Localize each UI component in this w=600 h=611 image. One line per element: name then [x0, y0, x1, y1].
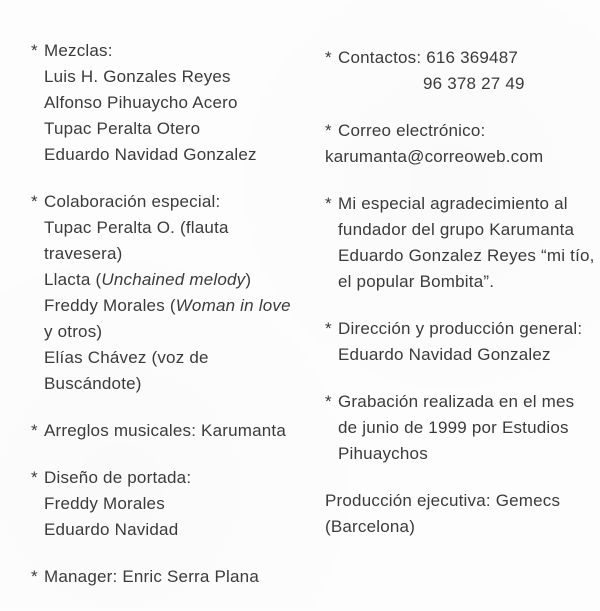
text-segment: Luis H. Gonzales Reyes: [44, 67, 231, 86]
credit-line: [338, 243, 595, 269]
italic-text-segment: Woman in love: [175, 296, 291, 315]
text-segment: y otros): [44, 322, 103, 341]
italic-text-segment: Unchained melody: [101, 270, 246, 289]
text-segment: karumanta@correoweb.com: [325, 147, 544, 166]
text-segment: Pihuaychos: [338, 444, 428, 463]
credits-column-right: [325, 45, 595, 561]
credit-line: [338, 191, 595, 217]
text-segment: Contactos: 616 369487: [338, 48, 519, 67]
credit-line: [338, 316, 595, 342]
credit-block: [325, 316, 595, 368]
text-segment: Arreglos musicales: Karumanta: [44, 421, 287, 440]
asterisk-bullet: *: [31, 567, 38, 586]
credit-line: [325, 488, 595, 514]
credit-block: [31, 189, 309, 397]
credit-line: [338, 342, 595, 368]
credit-line: [44, 241, 309, 267]
asterisk-bullet: *: [31, 468, 38, 487]
credit-line: [44, 64, 309, 90]
credit-line: [44, 418, 309, 444]
credit-line: [325, 514, 595, 540]
text-segment: Mi especial agradecimiento al: [338, 194, 568, 213]
credit-line: [44, 371, 309, 397]
text-segment: Dirección y producción general:: [338, 319, 583, 338]
text-segment: Grabación realizada en el mes: [338, 392, 575, 411]
text-segment: (Barcelona): [325, 517, 416, 536]
credit-line: [44, 215, 309, 241]
credit-line: [44, 189, 309, 215]
credit-line: [338, 118, 595, 144]
credit-block: [31, 418, 309, 444]
asterisk-bullet: *: [325, 121, 332, 140]
credit-line: [325, 144, 595, 170]
text-segment: fundador del grupo Karumanta: [338, 220, 575, 239]
text-segment: Producción ejecutiva: Gemecs: [325, 491, 561, 510]
credit-line: [338, 217, 595, 243]
asterisk-bullet: *: [31, 41, 38, 60]
asterisk-bullet: *: [31, 421, 38, 440]
credit-line: [44, 267, 309, 293]
text-segment: Alfonso Pihuaycho Acero: [44, 93, 238, 112]
credit-block: [325, 118, 595, 170]
text-segment: Mezclas:: [44, 41, 113, 60]
credit-block: [325, 45, 595, 97]
credit-line: [44, 491, 309, 517]
text-segment: Elías Chávez (voz de: [44, 348, 209, 367]
credit-line: [44, 142, 309, 168]
asterisk-bullet: *: [325, 48, 332, 67]
text-segment: Diseño de portada:: [44, 468, 192, 487]
text-segment: Manager: Enric Serra Plana: [44, 567, 259, 586]
credit-line: [338, 415, 595, 441]
asterisk-bullet: *: [31, 192, 38, 211]
credit-line: [338, 441, 595, 467]
credit-line: [44, 293, 309, 319]
credit-line: [338, 45, 595, 71]
text-segment: Eduardo Navidad Gonzalez: [44, 145, 257, 164]
credit-line: [44, 319, 309, 345]
text-segment: Tupac Peralta Otero: [44, 119, 201, 138]
credit-line: [338, 269, 595, 295]
text-segment: ): [245, 270, 252, 289]
credit-block: [31, 564, 309, 590]
text-segment: Buscándote): [44, 374, 142, 393]
asterisk-bullet: *: [325, 392, 332, 411]
credit-block: [31, 465, 309, 543]
text-segment: Tupac Peralta O. (flauta: [44, 218, 229, 237]
credit-line: [44, 345, 309, 371]
credit-line: [44, 465, 309, 491]
text-segment: Freddy Morales: [44, 494, 165, 513]
asterisk-bullet: *: [325, 319, 332, 338]
text-segment: de junio de 1999 por Estudios: [338, 418, 569, 437]
text-segment: Eduardo Navidad: [44, 520, 179, 539]
text-segment: travesera): [44, 244, 123, 263]
text-segment: Correo electrónico:: [338, 121, 486, 140]
text-segment: Eduardo Gonzalez Reyes “mi tío,: [338, 246, 595, 265]
text-segment: Colaboración especial:: [44, 192, 221, 211]
credit-block: [325, 488, 595, 540]
credit-block: [325, 389, 595, 467]
text-segment: 96 378 27 49: [423, 74, 525, 93]
credit-line: [44, 90, 309, 116]
credit-line: [44, 38, 309, 64]
credit-line: [423, 71, 595, 97]
credit-line: [44, 116, 309, 142]
credit-block: [325, 191, 595, 295]
credit-line: [44, 564, 309, 590]
text-segment: el popular Bombita”.: [338, 272, 495, 291]
asterisk-bullet: *: [325, 194, 332, 213]
credit-line: [44, 517, 309, 543]
credit-block: [31, 38, 309, 168]
credits-column-left: [31, 38, 309, 611]
text-segment: Eduardo Navidad Gonzalez: [338, 345, 551, 364]
credit-line: [338, 389, 595, 415]
text-segment: Llacta (: [44, 270, 102, 289]
text-segment: Freddy Morales (: [44, 296, 176, 315]
